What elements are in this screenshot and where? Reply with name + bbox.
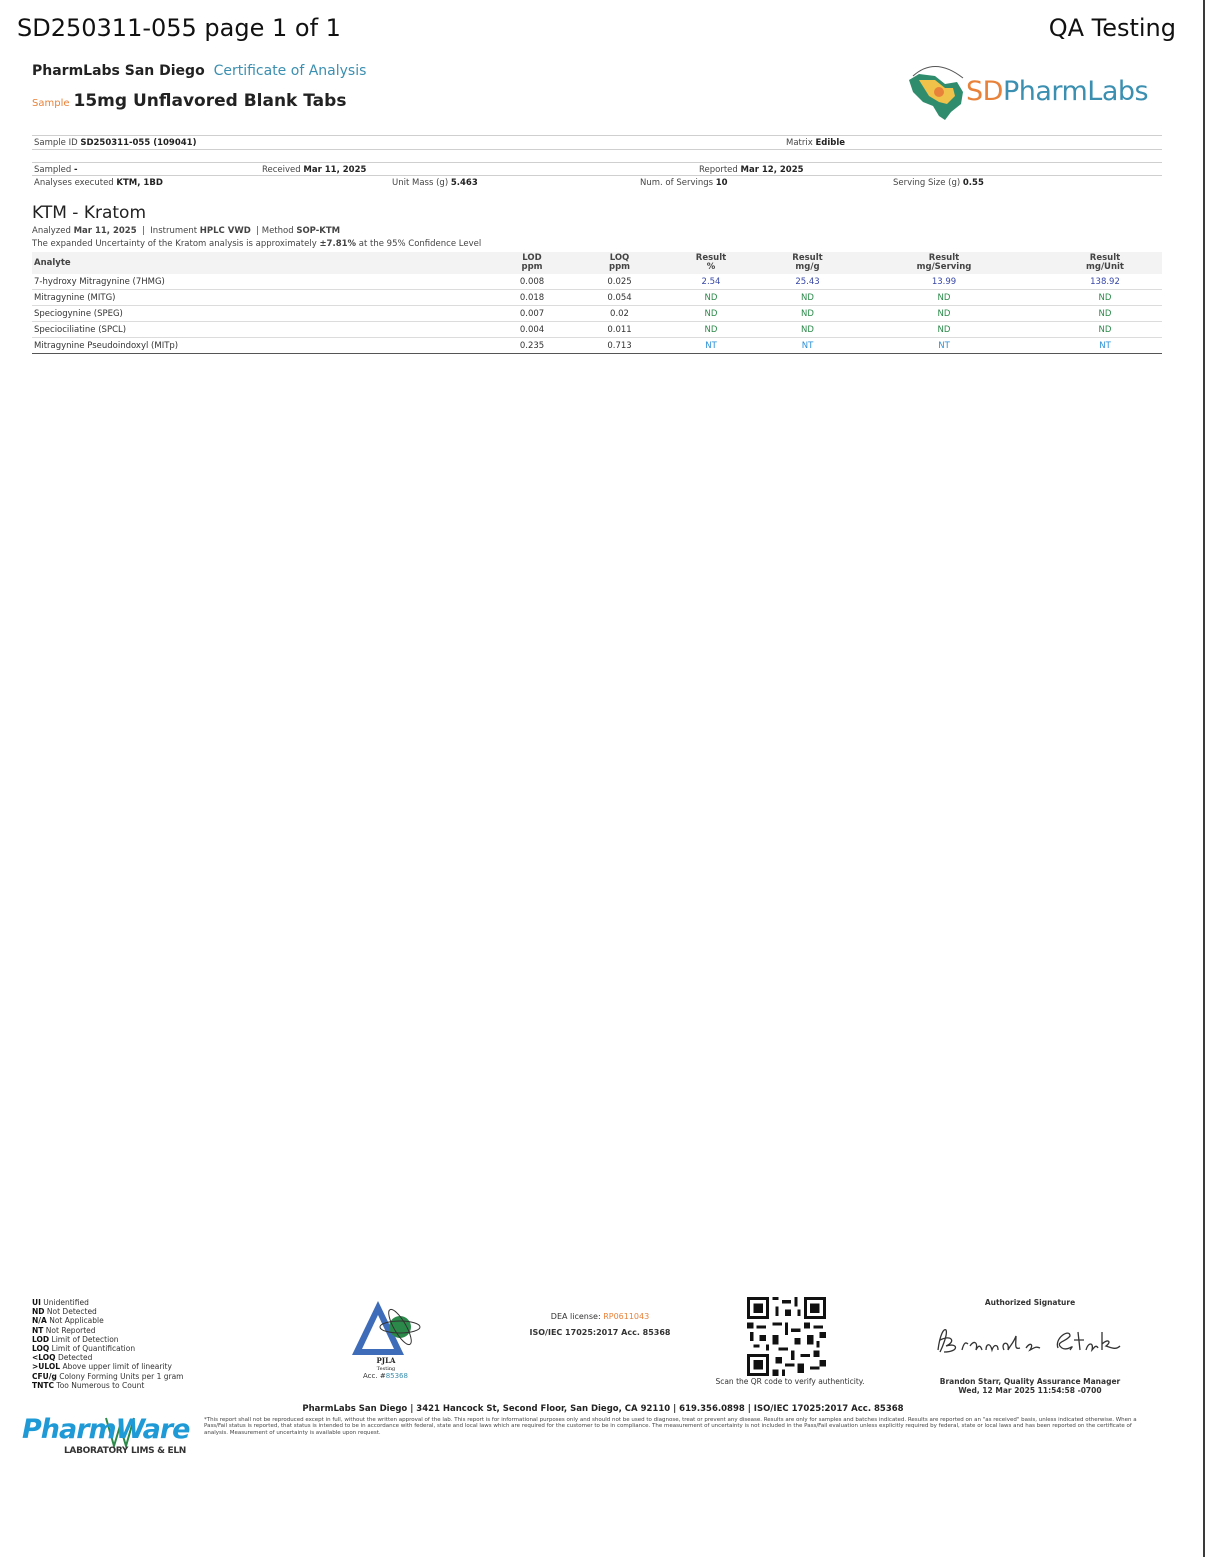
- dea-license: DEA license: RP0611043: [550, 1312, 650, 1321]
- divider: [32, 162, 1162, 163]
- reported: Reported Mar 12, 2025: [699, 165, 804, 175]
- analysis-details: Analyzed Mar 11, 2025 | Instrument HPLC VWD | Method SOP-KTM: [32, 226, 341, 236]
- result-mgunit: ND: [1048, 322, 1162, 338]
- col-header-loq: LOQ ppm: [592, 252, 647, 274]
- legend-item: CFU/g Colony Forming Units per 1 gram: [32, 1371, 184, 1381]
- signer-block: [930, 1377, 1130, 1395]
- col-header-result-mgg: Result mg/g: [775, 252, 840, 274]
- legend-item: LOQ Limit of Quantification: [32, 1344, 136, 1354]
- result-mgunit: 138.92: [1048, 274, 1162, 290]
- lab-name: PharmLabs San Diego: [32, 63, 205, 79]
- sample-heading: [32, 91, 346, 111]
- divider: [32, 175, 1162, 176]
- legend-item: N/A Not Applicable: [32, 1316, 104, 1326]
- uncertainty-note: The expanded Uncertainty of the Kratom analysis is approximately ±7.81% at the 95% Confidence Level: [32, 239, 482, 249]
- num-servings: Num. of Servings 10: [640, 178, 728, 188]
- lod-value: 0.007: [472, 306, 592, 322]
- result-mgg: 25.43: [775, 274, 840, 290]
- page-number-label: SD250311-055 page 1 of 1: [17, 14, 341, 42]
- legend-item: UI Unidentified: [32, 1298, 89, 1307]
- result-mgg: ND: [775, 322, 840, 338]
- lod-value: 0.018: [472, 290, 592, 306]
- table-row: [32, 274, 1162, 290]
- analyte-name: 7-hydroxy Mitragynine (7HMG): [32, 274, 472, 290]
- table-header-row: [32, 252, 1162, 274]
- result-mgunit: NT: [1048, 338, 1162, 354]
- lod-value: 0.008: [472, 274, 592, 290]
- signed-timestamp: Wed, 12 Mar 2025 11:54:58 -0700: [958, 1386, 1102, 1395]
- received: Received Mar 11, 2025: [262, 165, 367, 175]
- col-header-lod: LOD ppm: [472, 252, 592, 274]
- result-mgg: ND: [775, 306, 840, 322]
- legend-item: NT Not Reported: [32, 1325, 96, 1335]
- svg-text:PJLA: PJLA: [376, 1356, 396, 1365]
- sdpharmlabs-logo-text: SDPharmLabs: [966, 76, 1149, 107]
- legend-item: >ULOL Above upper limit of linearity: [32, 1362, 172, 1372]
- pharmware-logo-text: PharmWare: [22, 1414, 190, 1445]
- lab-address: PharmLabs San Diego | 3421 Hancock St, Second Floor, San Diego, CA 92110 | 619.356.0898 | ISO/IEC 17025:2017 Acc. 85368: [302, 1404, 904, 1414]
- table-row: [32, 290, 1162, 306]
- result-mgserving: ND: [840, 290, 1048, 306]
- table-row: [32, 306, 1162, 322]
- handwritten-signature: [930, 1320, 1140, 1362]
- result-mgserving: ND: [840, 306, 1048, 322]
- verification-qr-code[interactable]: [747, 1297, 826, 1376]
- disclaimer: *This report shall not be reproduced except in full, without the written approval of the lab. This report is for informational purposes only and should not be used to diagnose, treat or prevent any disease. Results are only for samples and batches indicated. Results are reported on an "as received" basis, unless indicated otherwise. When a Pass/Fail status is reported, that status is intended to be in accordance with federal, state and local laws which are required for the customer to be in compliance. The measurement of uncertainty is not included in the Pass/Fail evaluation unless explicitly required by federal, state or local laws and has been reported on the certificate of analysis. Measurement of uncertainty is available upon request.: [204, 1417, 1137, 1436]
- loq-value: 0.713: [592, 338, 647, 354]
- result-mgserving: NT: [840, 338, 1048, 354]
- result-mgg: NT: [775, 338, 840, 354]
- col-header-result-mgserving: Result mg/Serving: [840, 252, 1048, 274]
- qr-caption: Scan the QR code to verify authenticity.: [715, 1377, 865, 1386]
- legend-item: LOD Limit of Detection: [32, 1334, 119, 1344]
- table-row: [32, 322, 1162, 338]
- result-pct: ND: [647, 290, 775, 306]
- legend-item: TNTC Too Numerous to Count: [32, 1380, 145, 1390]
- result-mgunit: ND: [1048, 290, 1162, 306]
- divider: [32, 135, 1162, 136]
- ktm-section-title: KTM - Kratom: [32, 203, 147, 223]
- matrix: Matrix Edible: [786, 138, 846, 148]
- col-header-result-pct: Result %: [647, 252, 775, 274]
- iso-accreditation: ISO/IEC 17025:2017 Acc. 85368: [529, 1328, 671, 1337]
- loq-value: 0.02: [592, 306, 647, 322]
- col-header-result-mgunit: Result mg/Unit: [1048, 252, 1162, 274]
- result-mgserving: ND: [840, 322, 1048, 338]
- divider: [32, 149, 1162, 150]
- abbreviation-legend: [32, 1298, 183, 1390]
- authorized-signature-label: Authorized Signature: [984, 1298, 1076, 1307]
- result-mgg: ND: [775, 290, 840, 306]
- lab-heading: [32, 63, 366, 79]
- signer-name: Brandon Starr, Quality Assurance Manager: [939, 1377, 1121, 1386]
- lod-value: 0.235: [472, 338, 592, 354]
- doc-type: Certificate of Analysis: [213, 63, 367, 79]
- col-header-analyte: Analyte: [32, 252, 472, 274]
- table-row: [32, 338, 1162, 354]
- analyte-name: Mitragynine (MITG): [32, 290, 472, 306]
- result-pct: ND: [647, 322, 775, 338]
- pjla-acc-number: Acc. #85368: [363, 1372, 408, 1380]
- result-pct: NT: [647, 338, 775, 354]
- pjla-accreditation-logo: [350, 1297, 422, 1383]
- sample-tag: Sample: [32, 98, 70, 109]
- kratom-results-table: [32, 252, 1162, 354]
- page-right-edge: [1203, 0, 1205, 1557]
- result-mgserving: 13.99: [840, 274, 1048, 290]
- result-mgunit: ND: [1048, 306, 1162, 322]
- lod-value: 0.004: [472, 322, 592, 338]
- svg-text:Testing: Testing: [376, 1366, 396, 1372]
- loq-value: 0.025: [592, 274, 647, 290]
- pharmware-logo-subtitle: LABORATORY LIMS & ELN: [64, 1446, 187, 1456]
- analyte-name: Mitragynine Pseudoindoxyl (MITp): [32, 338, 472, 354]
- sample-name: 15mg Unflavored Blank Tabs: [73, 91, 347, 111]
- analyte-name: Speciogynine (SPEG): [32, 306, 472, 322]
- loq-value: 0.054: [592, 290, 647, 306]
- result-pct: 2.54: [647, 274, 775, 290]
- sample-id: Sample ID SD250311-055 (109041): [34, 138, 197, 148]
- legend-item: ND Not Detected: [32, 1307, 97, 1317]
- qa-testing-label: QA Testing: [1048, 14, 1176, 42]
- analyte-name: Speciociliatine (SPCL): [32, 322, 472, 338]
- result-pct: ND: [647, 306, 775, 322]
- unit-mass: Unit Mass (g) 5.463: [392, 178, 478, 188]
- analyses-executed: Analyses executed KTM, 1BD: [34, 178, 163, 188]
- loq-value: 0.011: [592, 322, 647, 338]
- serving-size: Serving Size (g) 0.55: [893, 178, 984, 188]
- legend-item: <LOQ Detected: [32, 1353, 93, 1363]
- sampled: Sampled -: [34, 165, 78, 175]
